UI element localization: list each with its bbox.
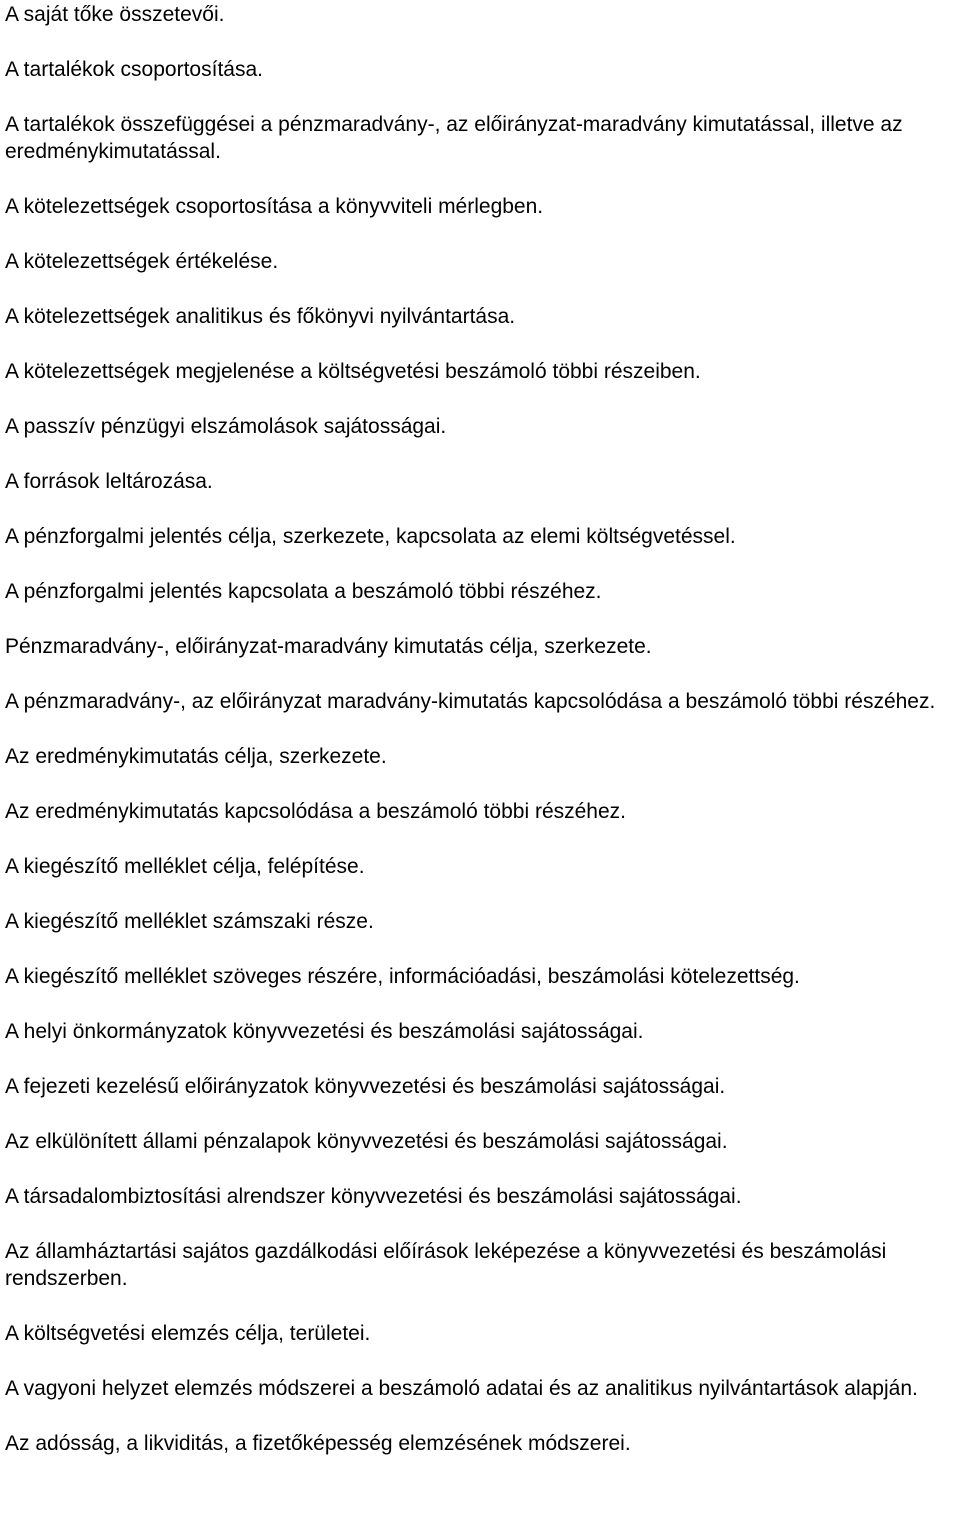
- list-item: A kiegészítő melléklet számszaki része.: [5, 910, 374, 933]
- list-item: A kötelezettségek analitikus és főkönyvi nyilvántartása.: [5, 305, 516, 328]
- list-item: Az eredménykimutatás kapcsolódása a beszámoló többi részéhez.: [5, 800, 626, 823]
- list-item: A társadalombiztosítási alrendszer könyvvezetési és beszámolási sajátosságai.: [5, 1185, 742, 1208]
- list-item: A vagyoni helyzet elemzés módszerei a beszámoló adatai és az analitikus nyilvántartások alapján.: [5, 1377, 918, 1400]
- list-item: Az adósság, a likviditás, a fizetőképesség elemzésének módszerei.: [5, 1432, 631, 1455]
- list-item: A helyi önkormányzatok könyvvezetési és beszámolási sajátosságai.: [5, 1020, 644, 1043]
- document-body: [5, 0, 957, 1457]
- list-item: Az elkülönített állami pénzalapok könyvvezetési és beszámolási sajátosságai.: [5, 1130, 728, 1153]
- list-item: A kötelezettségek értékelése.: [5, 250, 279, 273]
- list-item: A kiegészítő melléklet célja, felépítése.: [5, 855, 365, 878]
- list-item: A költségvetési elemzés célja, területei.: [5, 1322, 371, 1345]
- list-item: A saját tőke összetevői.: [5, 3, 225, 26]
- list-item: A tartalékok összefüggései a pénzmaradvány-, az előirányzat-maradvány kimutatással, illetve az eredménykimutatással.: [5, 113, 903, 163]
- list-item: Az eredménykimutatás célja, szerkezete.: [5, 745, 387, 768]
- list-item: A pénzforgalmi jelentés célja, szerkezete, kapcsolata az elemi költségvetéssel.: [5, 525, 736, 548]
- list-item: A kötelezettségek megjelenése a költségvetési beszámoló többi részeiben.: [5, 360, 701, 383]
- list-item: A források leltározása.: [5, 470, 213, 493]
- list-item: A pénzmaradvány-, az előirányzat maradvány-kimutatás kapcsolódása a beszámoló többi részéhez.: [5, 690, 936, 713]
- list-item: A passzív pénzügyi elszámolások sajátosságai.: [5, 415, 447, 438]
- list-item: A kötelezettségek csoportosítása a könyvviteli mérlegben.: [5, 195, 544, 218]
- list-item: A kiegészítő melléklet szöveges részére, információadási, beszámolási kötelezettség.: [5, 965, 800, 988]
- list-item: Az államháztartási sajátos gazdálkodási előírások leképezése a könyvvezetési és beszámolási rendszerben.: [5, 1240, 887, 1290]
- list-item: A fejezeti kezelésű előirányzatok könyvvezetési és beszámolási sajátosságai.: [5, 1075, 726, 1098]
- list-item: A tartalékok csoportosítása.: [5, 58, 263, 81]
- list-item: Pénzmaradvány-, előirányzat-maradvány kimutatás célja, szerkezete.: [5, 635, 652, 658]
- list-item: A pénzforgalmi jelentés kapcsolata a beszámoló többi részéhez.: [5, 580, 602, 603]
